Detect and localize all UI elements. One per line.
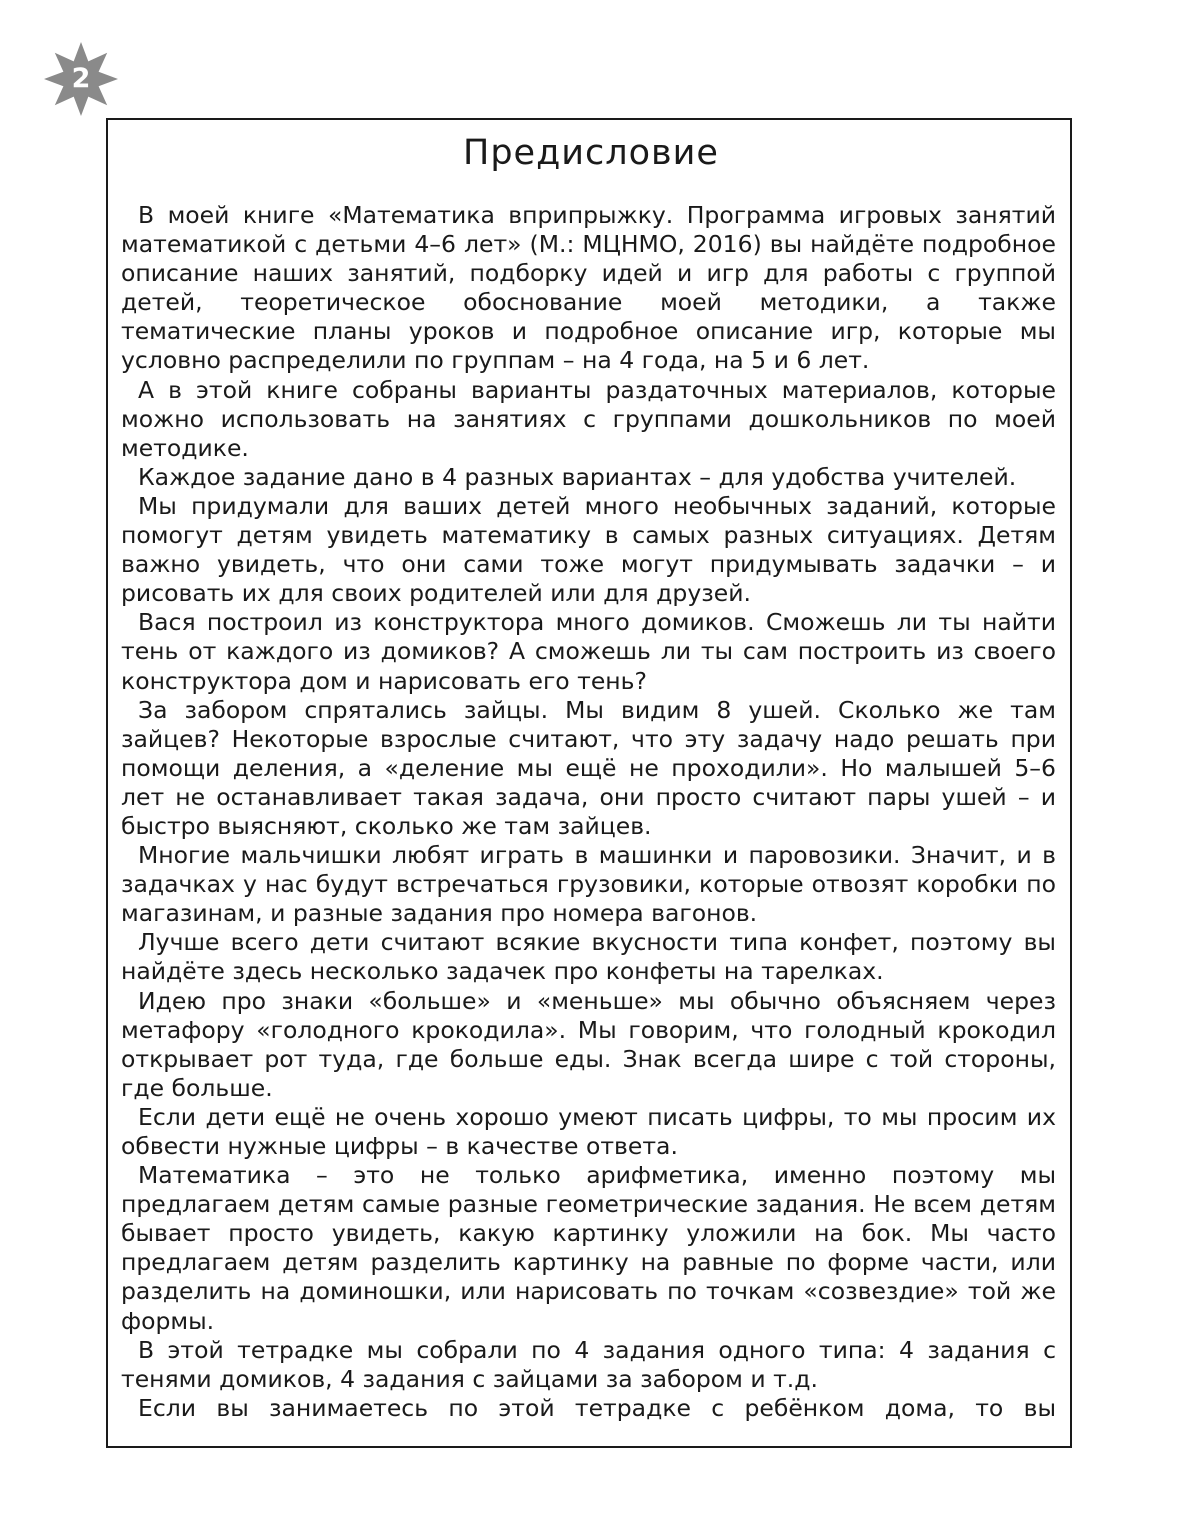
paragraph: Математика – это не только арифметика, именно поэтому мы предлагаем детям самые разные геометрические задания. Не всем детям бывает просто увидеть, какую картинку уложили на бок. Мы часто предлагаем детям разделить картинку на равные по форме части, или разделить на доминошки, или нарисовать по точкам «созвездие» той же формы. [121, 1161, 1056, 1335]
paragraph: Идею про знаки «больше» и «меньше» мы обычно объясняем через метафору «голодного крокодила». Мы говорим, что голодный крокодил открывает рот туда, где больше еды. Знак всегда шире с той стороны, где больше. [121, 986, 1056, 1102]
paragraph: А в этой книге собраны варианты раздаточных материалов, которые можно использовать на занятиях с группами дошкольников по моей методике. [121, 375, 1056, 462]
page-number: 2 [71, 63, 91, 94]
page-title: Предисловие [463, 133, 719, 173]
paragraph: Многие мальчишки любят играть в машинки и паровозики. Значит, и в задачках у нас будут встречаться грузовики, которые отвозят коробки по магазинам, и разные задания про номера вагонов. [121, 841, 1056, 928]
page-number-badge [42, 40, 120, 118]
paragraph: В моей книге «Математика вприпрыжку. Программа игровых занятий математикой с детьми 4–6 лет» (М.: МЦНМО, 2016) вы найдёте подробное описание наших занятий, подборку идей и игр для работы с группой детей, теоретическое обоснование моей методики, а также тематические планы уроков и подробное описание игр, которые мы условно распределили по группам – на 4 года, на 5 и 6 лет. [121, 201, 1056, 375]
paragraph: Каждое задание дано в 4 разных вариантах – для удобства учителей. [138, 462, 1017, 491]
paragraph: Если вы занимаетесь по этой тетрадке с ребёнком дома, то вы [138, 1393, 1056, 1422]
paragraph: За забором спрятались зайцы. Мы видим 8 ушей. Сколько же там зайцев? Некоторые взрослые считают, что эту задачу надо решать при помощи деления, а «деление мы ещё не проходили». Но малышей 5–6 лет не останавливает такая задача, они просто считают пары ушей – и быстро выясняют, сколько же там зайцев. [121, 695, 1056, 840]
paragraph: Лучше всего дети считают всякие вкусности типа конфет, поэтому вы найдёте здесь несколько задачек про конфеты на тарелках. [121, 928, 1056, 986]
paragraph: Вася построил из конструктора много домиков. Сможешь ли ты найти тень от каждого из домиков? А сможешь ли ты сам построить из своего конструктора дом и нарисовать его тень? [121, 608, 1056, 695]
body-text [121, 201, 1056, 1423]
paragraph: Если дети ещё не очень хорошо умеют писать цифры, то мы просим их обвести нужные цифры – в качестве ответа. [121, 1102, 1056, 1160]
paragraph: Мы придумали для ваших детей много необычных заданий, которые помогут детям увидеть математику в самых разных ситуациях. Детям важно увидеть, что они сами тоже могут придумывать задачки – и рисовать их для своих родителей или для друзей. [121, 491, 1056, 608]
paragraph: В этой тетрадке мы собрали по 4 задания одного типа: 4 задания с тенями домиков, 4 задания с зайцами за забором и т.д. [121, 1335, 1056, 1393]
